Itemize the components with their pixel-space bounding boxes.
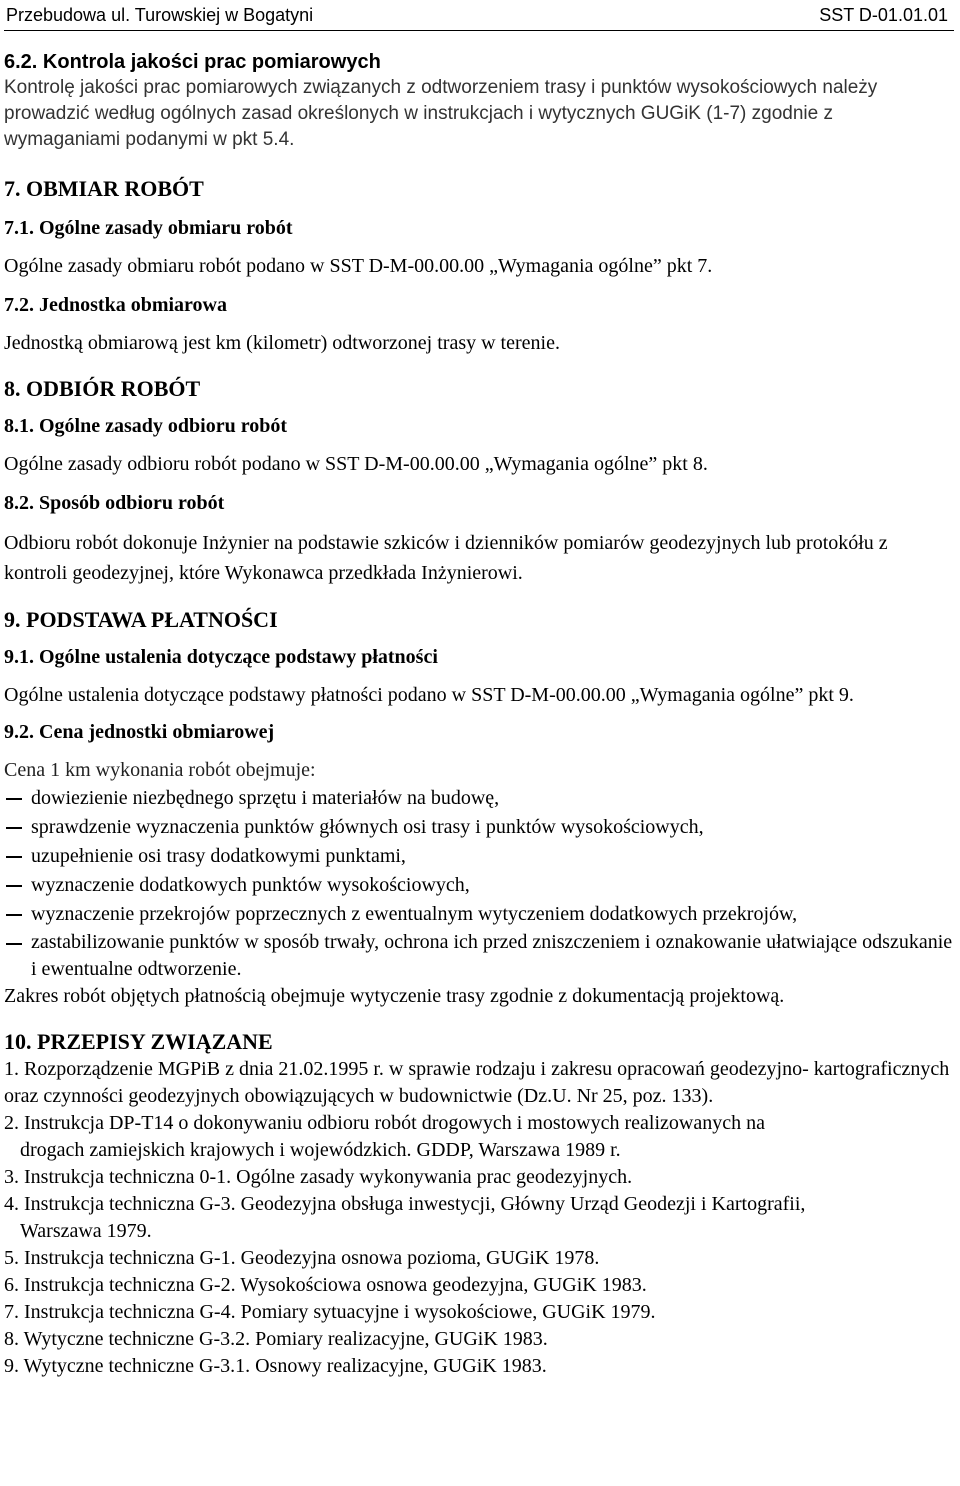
references-list — [4, 1056, 954, 1380]
section-9-2-title: 9.2. Cena jednostki obmiarowej — [4, 721, 275, 743]
section-8-2-text: Odbioru robót dokonuje Inżynier na podstawie szkiców i dzienników pomiarów geodezyjnych lub protokółu z kontroli geodezyjnej, które Wykonawca przedkłada Inżynierowi. — [4, 532, 888, 584]
section-8-1-title: 8.1. Ogólne zasady odbioru robót — [4, 415, 287, 437]
reference-item — [4, 1353, 954, 1380]
header-spec-code: SST D-01.01.01 — [819, 5, 948, 25]
page-header — [4, 0, 954, 31]
section-9 — [4, 606, 954, 1010]
reference-text: 5. Instrukcja techniczna G-1. Geodezyjna osnowa pozioma, GUGiK 1978. — [4, 1247, 600, 1269]
section-9-2-outro: Zakres robót objętych płatnością obejmuje wytyczenie trasy zgodnie z dokumentacją projektową. — [4, 985, 785, 1007]
section-7 — [4, 175, 954, 357]
reference-item — [4, 1326, 954, 1353]
list-item: wyznaczenie dodatkowych punktów wysokościowych, — [4, 871, 954, 900]
section-9-title: 9. PODSTAWA PŁATNOŚCI — [4, 607, 278, 632]
list-item: wyznaczenie przekrojów poprzecznych z ewentualnym wytyczeniem dodatkowych przekrojów, — [4, 900, 954, 929]
reference-text: 7. Instrukcja techniczna G-4. Pomiary sytuacyjne i wysokościowe, GUGiK 1979. — [4, 1301, 656, 1323]
cost-items-list — [4, 784, 954, 983]
reference-item — [4, 1110, 954, 1164]
reference-continuation: Warszawa 1979. — [20, 1220, 152, 1242]
reference-text: 6. Instrukcja techniczna G-2. Wysokościowa osnowa geodezyjna, GUGiK 1983. — [4, 1274, 647, 1296]
section-7-2-title: 7.2. Jednostka obmiarowa — [4, 294, 227, 316]
section-8-title: 8. ODBIÓR ROBÓT — [4, 376, 201, 401]
list-item: uzupełnienie osi trasy dodatkowymi punktami, — [4, 842, 954, 871]
reference-item — [4, 1245, 954, 1272]
reference-continuation: drogach zamiejskich krajowych i wojewódzkich. GDDP, Warszawa 1989 r. — [20, 1139, 621, 1161]
section-6-2-text: Kontrolę jakości prac pomiarowych związanych z odtworzeniem trasy i punktów wysokościowych należy prowadzić według ogólnych zasad określonych w instrukcjach i wytycznych GUGiK (1-7) zgodnie z wymaganiami podanymi w pkt 5.4. — [4, 77, 878, 150]
section-10 — [4, 1028, 954, 1380]
section-10-title: 10. PRZEPISY ZWIĄZANE — [4, 1029, 273, 1054]
list-item: sprawdzenie wyznaczenia punktów głównych osi trasy i punktów wysokościowych, — [4, 813, 954, 842]
reference-text: 9. Wytyczne techniczne G-3.1. Osnowy realizacyjne, GUGiK 1983. — [4, 1355, 547, 1377]
reference-item — [4, 1164, 954, 1191]
section-7-2-text: Jednostką obmiarową jest km (kilometr) odtworzonej trasy w terenie. — [4, 332, 560, 354]
list-item: zastabilizowanie punktów w sposób trwały, ochrona ich przed zniszczeniem i oznakowanie ułatwiające odszukanie i ewentualne odtworzenie. — [4, 929, 954, 983]
section-7-1-title: 7.1. Ogólne zasady obmiaru robót — [4, 217, 293, 239]
header-project-title: Przebudowa ul. Turowskiej w Bogatyni — [6, 5, 314, 25]
section-6-2-title: 6.2. Kontrola jakości prac pomiarowych — [4, 51, 381, 73]
reference-text: 2. Instrukcja DP-T14 o dokonywaniu odbioru robót drogowych i mostowych realizowanych na — [4, 1112, 765, 1134]
reference-item — [4, 1056, 954, 1110]
reference-text: 4. Instrukcja techniczna G-3. Geodezyjna obsługa inwestycji, Główny Urząd Geodezji i Kartografii, — [4, 1193, 806, 1215]
section-8-2-title: 8.2. Sposób odbioru robót — [4, 492, 225, 514]
reference-text: 3. Instrukcja techniczna 0-1. Ogólne zasady wykonywania prac geodezyjnych. — [4, 1166, 633, 1188]
reference-item — [4, 1272, 954, 1299]
section-7-1-text: Ogólne zasady obmiaru robót podano w SST D-M-00.00.00 „Wymagania ogólne” pkt 7. — [4, 255, 713, 277]
section-7-title: 7. OBMIAR ROBÓT — [4, 176, 204, 201]
section-8 — [4, 375, 954, 588]
reference-text: 1. Rozporządzenie MGPiB z dnia 21.02.1995 r. w sprawie rodzaju i zakresu opracowań geodezyjno- kartograficznych oraz czynności geodezyjnych obowiązujących w budownictwie (Dz.U. Nr 25, poz. 133). — [4, 1058, 950, 1107]
list-item: dowiezienie niezbędnego sprzętu i materiałów na budowę, — [4, 784, 954, 813]
reference-text: 8. Wytyczne techniczne G-3.2. Pomiary realizacyjne, GUGiK 1983. — [4, 1328, 548, 1350]
section-9-2-intro: Cena 1 km wykonania robót obejmuje: — [4, 759, 316, 781]
reference-item — [4, 1191, 954, 1245]
section-9-1-text: Ogólne ustalenia dotyczące podstawy płatności podano w SST D-M-00.00.00 „Wymagania ogólne” pkt 9. — [4, 684, 854, 706]
section-6-2 — [4, 49, 954, 153]
section-9-1-title: 9.1. Ogólne ustalenia dotyczące podstawy płatności — [4, 646, 438, 668]
reference-item — [4, 1299, 954, 1326]
section-8-1-text: Ogólne zasady odbioru robót podano w SST D-M-00.00.00 „Wymagania ogólne” pkt 8. — [4, 453, 708, 475]
